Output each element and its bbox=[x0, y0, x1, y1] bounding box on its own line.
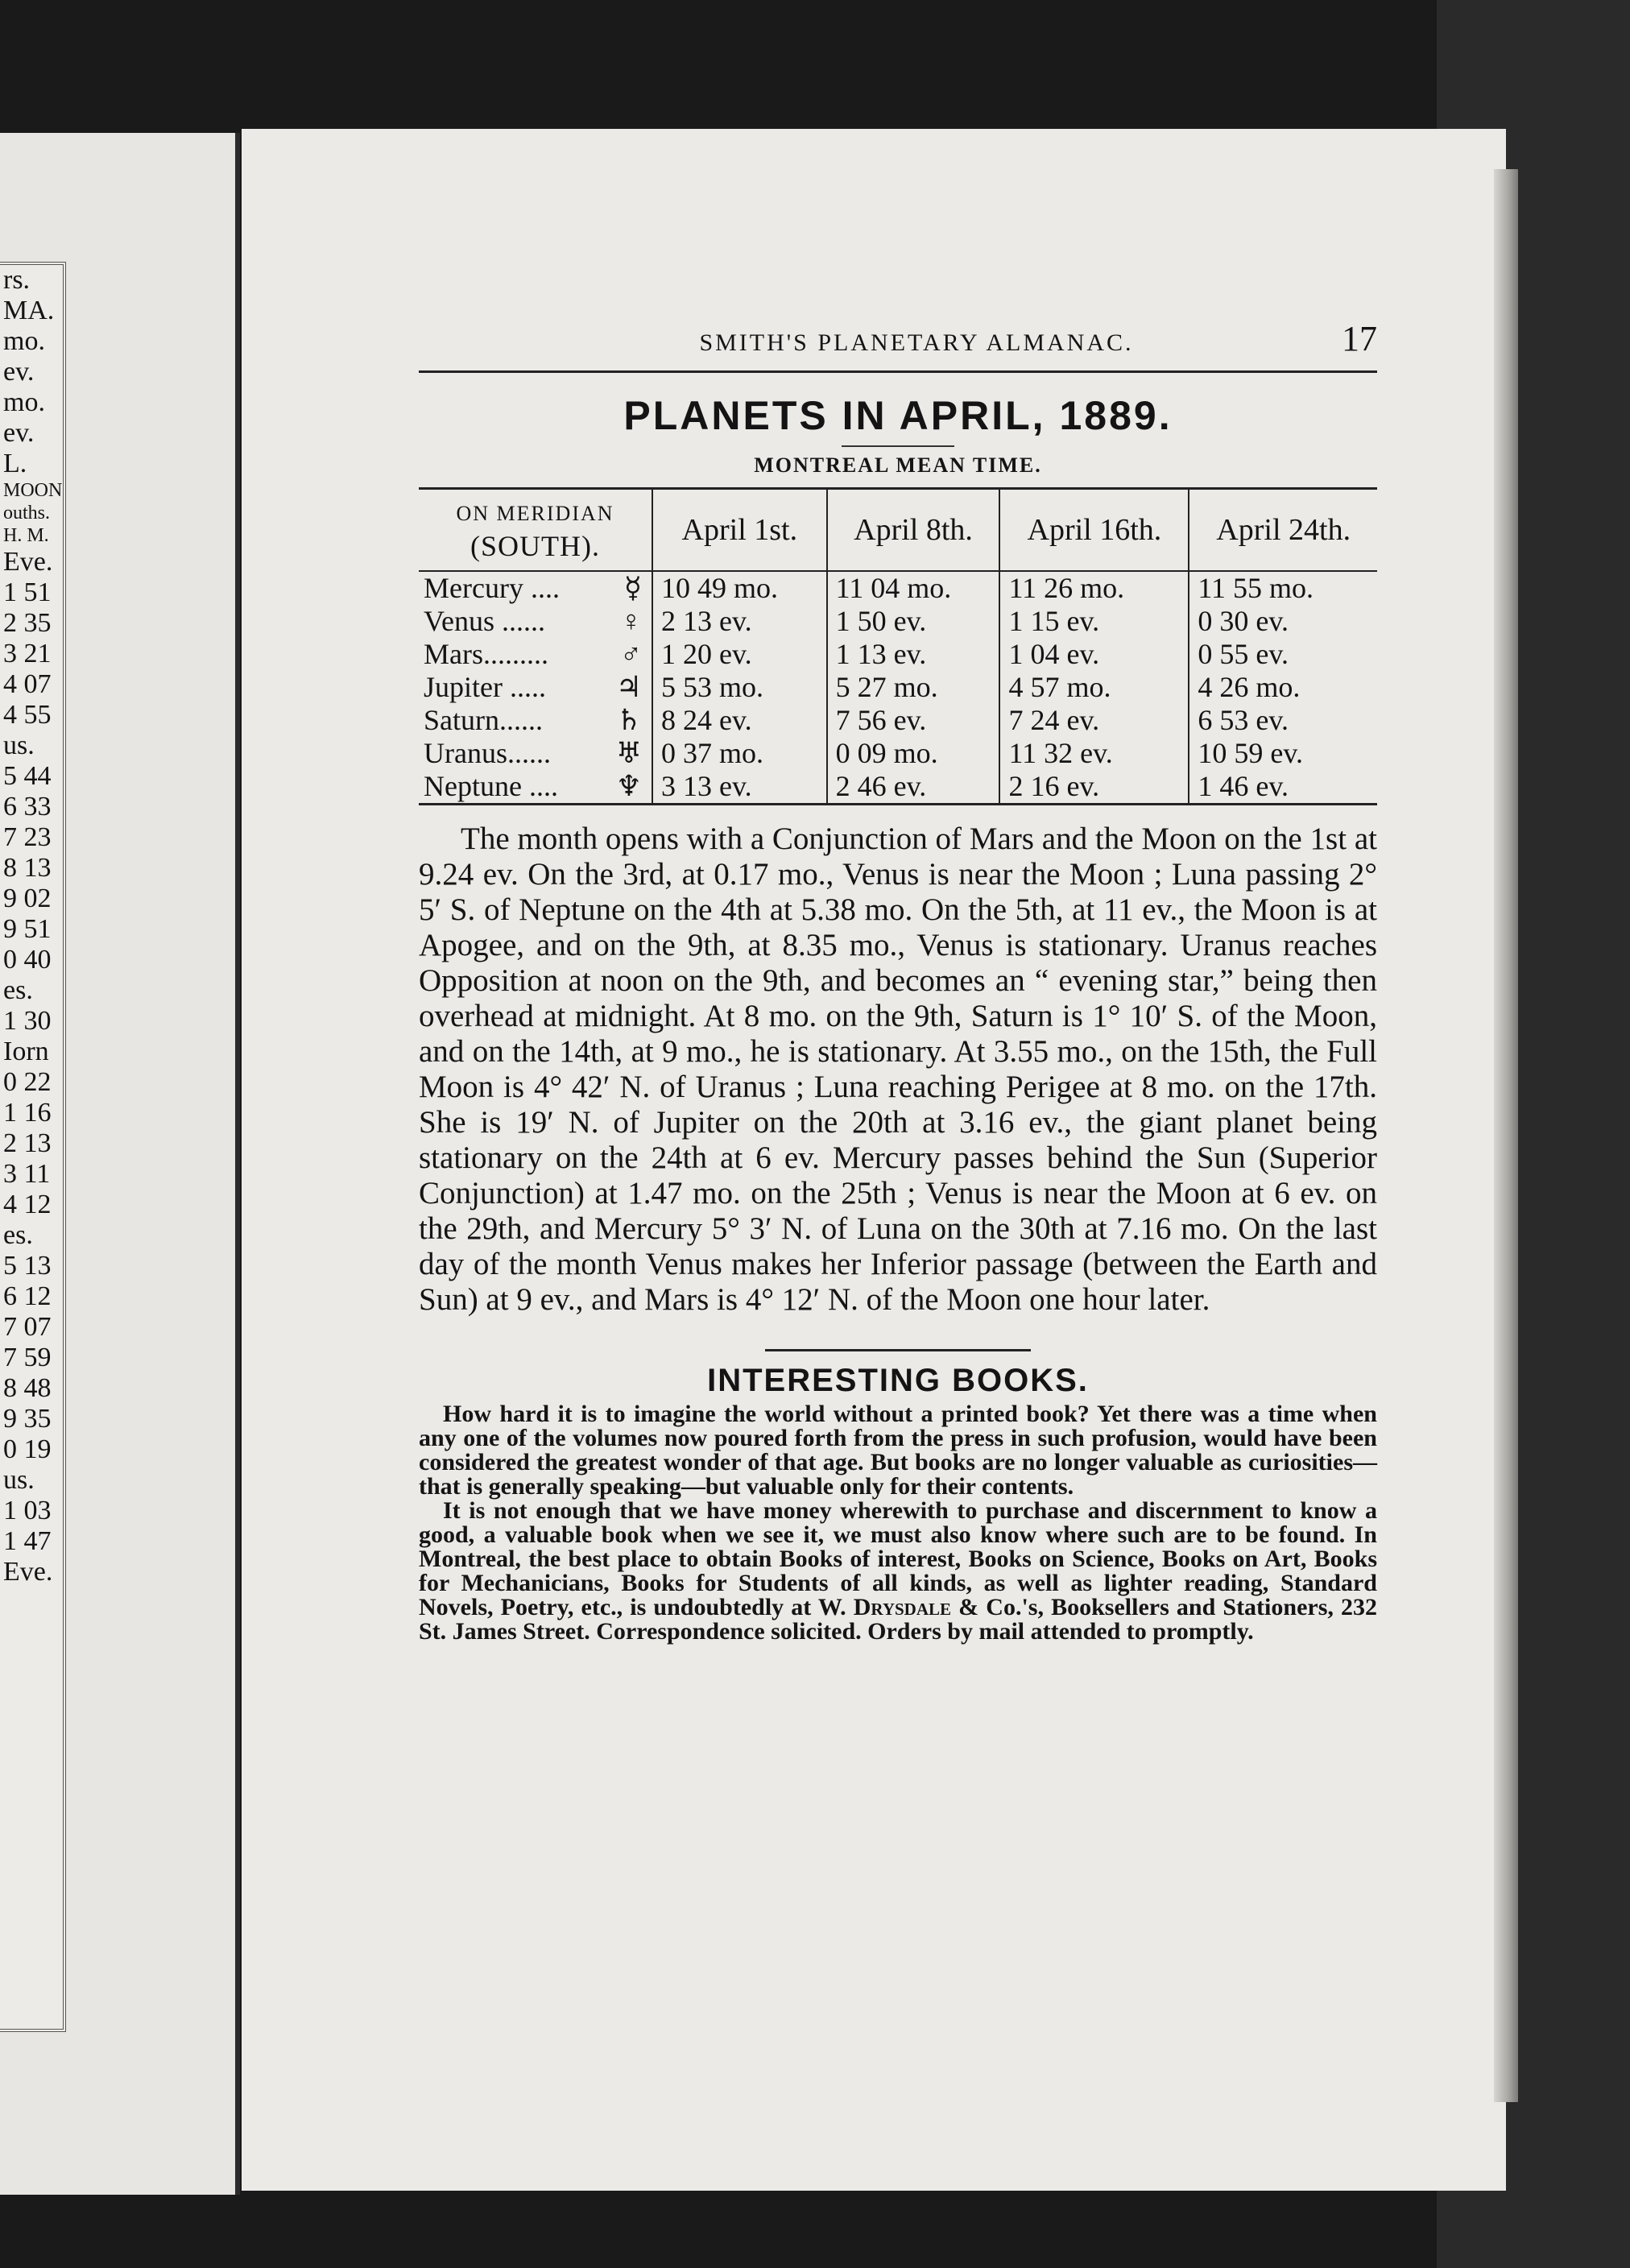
planet-name: Uranus...... bbox=[424, 737, 551, 769]
running-head bbox=[419, 318, 1377, 373]
time-cell: 1 15 ev. bbox=[999, 605, 1189, 638]
time-cell: 5 53 mo. bbox=[652, 671, 827, 704]
previous-page-cell: 3 21 bbox=[3, 639, 52, 668]
previous-page-cell: 1 30 bbox=[3, 1006, 52, 1036]
previous-page-cell: 7 23 bbox=[3, 822, 52, 852]
planet-symbol-icon: ♀ bbox=[620, 605, 643, 637]
page-number: 17 bbox=[1342, 319, 1377, 358]
page-title: PLANETS IN APRIL, 1889. bbox=[623, 393, 1173, 438]
table-row bbox=[419, 671, 1377, 704]
previous-page-cell: 6 12 bbox=[3, 1281, 52, 1311]
planet-symbol-icon: ♄ bbox=[615, 704, 643, 736]
title-rule bbox=[842, 445, 954, 447]
books-paragraph-2 bbox=[419, 1499, 1377, 1644]
books-paragraph-1: How hard it is to imagine the world without a printed book? Yet there was a time when any one of the volumes now poured forth from the press in such profusion, would have been considered the greatest wonder of that age. But books are no longer valuable as curiosities—that is generally speaking—but valuable only for their contents. bbox=[419, 1401, 1377, 1500]
previous-page-cell: us. bbox=[3, 1465, 35, 1495]
table-header-row bbox=[419, 489, 1377, 572]
previous-page-cell: 9 02 bbox=[3, 884, 52, 913]
previous-page-cell: 9 51 bbox=[3, 914, 52, 944]
time-cell: 5 27 mo. bbox=[827, 671, 1000, 704]
planets-table bbox=[419, 487, 1377, 805]
planet-cell bbox=[419, 638, 652, 671]
previous-page-cell: MOON bbox=[3, 480, 63, 501]
previous-page-cell: MA. bbox=[3, 296, 55, 325]
time-cell: 3 13 ev. bbox=[652, 770, 827, 805]
previous-page-cell: L. bbox=[3, 449, 27, 478]
time-cell: 11 55 mo. bbox=[1189, 571, 1377, 605]
time-cell: 4 57 mo. bbox=[999, 671, 1189, 704]
column-header: April 1st. bbox=[652, 489, 827, 572]
table-row bbox=[419, 571, 1377, 605]
table-body bbox=[419, 571, 1377, 805]
planet-cell bbox=[419, 704, 652, 737]
previous-page-cell: 0 40 bbox=[3, 945, 52, 975]
time-cell: 11 26 mo. bbox=[999, 571, 1189, 605]
time-cell: 1 46 ev. bbox=[1189, 770, 1377, 805]
time-cell: 8 24 ev. bbox=[652, 704, 827, 737]
time-cell: 1 20 ev. bbox=[652, 638, 827, 671]
time-cell: 10 49 mo. bbox=[652, 571, 827, 605]
planet-symbol-icon: ♃ bbox=[615, 671, 643, 703]
previous-page-cell: ev. bbox=[3, 357, 35, 387]
previous-page-cell: 4 12 bbox=[3, 1190, 52, 1219]
previous-page-cell: 7 07 bbox=[3, 1312, 52, 1342]
time-cell: 2 46 ev. bbox=[827, 770, 1000, 805]
previous-page-cell: 1 16 bbox=[3, 1098, 52, 1128]
table-row bbox=[419, 605, 1377, 638]
table-row bbox=[419, 770, 1377, 805]
planet-symbol-icon: ♂ bbox=[620, 638, 643, 670]
section-divider bbox=[765, 1349, 1031, 1351]
previous-page-cell: 5 13 bbox=[3, 1251, 52, 1281]
corner-header bbox=[419, 489, 652, 572]
books-heading: INTERESTING BOOKS. bbox=[707, 1363, 1089, 1398]
previous-page-column bbox=[0, 262, 66, 2032]
previous-page-cell: 4 55 bbox=[3, 700, 52, 730]
planet-cell bbox=[419, 571, 652, 605]
previous-page-cell: mo. bbox=[3, 387, 45, 417]
time-cell: 1 04 ev. bbox=[999, 638, 1189, 671]
planet-symbol-icon: ♅ bbox=[615, 737, 643, 769]
previous-page-cell: 1 03 bbox=[3, 1496, 52, 1525]
planet-name: Mercury .... bbox=[424, 572, 560, 604]
previous-page-cell: 8 48 bbox=[3, 1373, 52, 1403]
page-content bbox=[419, 318, 1377, 1644]
time-cell: 2 16 ev. bbox=[999, 770, 1189, 805]
page-subtitle: MONTREAL MEAN TIME. bbox=[754, 453, 1042, 477]
table-row bbox=[419, 737, 1377, 770]
corner-header-line2: (SOUTH). bbox=[470, 530, 600, 562]
previous-page-cell: 6 33 bbox=[3, 792, 52, 822]
running-title: SMITH'S PLANETARY ALMANAC. bbox=[699, 329, 1134, 356]
previous-page-cell: 3 11 bbox=[3, 1159, 51, 1189]
month-summary-paragraph: The month opens with a Conjunction of Mars and the Moon on the 1st at 9.24 ev. On the 3rd, at 0.17 mo., Venus is near the Moon ; Luna passing 2° 5′ S. of Neptune on the 4th at 5.38 mo. On the 5th, at 11 ev., the Moon is at Apogee, and on the 9th, at 8.35 mo., Venus is stationary. Uranus reaches Opposition at noon on the 9th, and becomes an “ evening star,” being then overhead at midnight. At 8 mo. on the 9th, Saturn is 1° 10′ S. of the Moon, and on the 14th, at 9 mo., he is stationary. At 3.55 mo., on the 15th, the Full Moon is 4° 42′ N. of Uranus ; Luna reaching Perigee at 8 mo. on the 17th. She is 19′ N. of Jupiter on the 20th at 3.16 ev., the giant planet being stationary on the 24th at 6 ev. Mercury passes behind the Sun (Superior Conjunction) at 1.47 mo. on the 25th ; Venus is near the Moon at 6 ev. on the 29th, and Mercury 5° 3′ N. of Luna on the 30th at 7.16 mo. On the last day of the month Venus makes her Inferior passage (between the Earth and Sun) at 9 ev., and Mars is 4° 12′ N. of the Moon one hour later. bbox=[419, 822, 1377, 1317]
previous-page-cell: ouths. bbox=[3, 503, 51, 524]
time-cell: 0 30 ev. bbox=[1189, 605, 1377, 638]
previous-page-cell: mo. bbox=[3, 326, 45, 356]
previous-page-cell: rs. bbox=[3, 265, 31, 295]
previous-page-cell: 4 07 bbox=[3, 669, 52, 699]
time-cell: 1 50 ev. bbox=[827, 605, 1000, 638]
previous-page-cell: es. bbox=[3, 1220, 33, 1250]
previous-page-cell: 9 35 bbox=[3, 1404, 52, 1434]
planet-name: Neptune .... bbox=[424, 770, 558, 802]
planet-name: Saturn...... bbox=[424, 704, 543, 736]
time-cell: 7 24 ev. bbox=[999, 704, 1189, 737]
previous-page-cell: es. bbox=[3, 975, 33, 1005]
planet-cell bbox=[419, 737, 652, 770]
time-cell: 11 04 mo. bbox=[827, 571, 1000, 605]
previous-page-cell: 2 35 bbox=[3, 608, 52, 638]
books-paragraph-2-text: It is not enough that we have money wherewith to purchase and discernment to know a good, a valuable book when we see it, we must also know where such are to be found. In Montreal, the best place to obtain Books of interest, Books on Science, Books on Art, Books for Mechanicians, Books for Students of all kinds, as well as lighter reading, Standard Novels, Poetry, etc., is undoubtedly at W. bbox=[419, 1497, 1377, 1620]
time-cell: 0 55 ev. bbox=[1189, 638, 1377, 671]
planet-name: Mars......... bbox=[424, 638, 548, 670]
previous-page-cell: 0 22 bbox=[3, 1067, 52, 1097]
column-header: April 8th. bbox=[827, 489, 1000, 572]
planet-name: Venus ...... bbox=[424, 605, 545, 637]
planet-symbol-icon: ☿ bbox=[623, 572, 643, 604]
previous-page bbox=[0, 133, 240, 2195]
planet-cell bbox=[419, 605, 652, 638]
time-cell: 2 13 ev. bbox=[652, 605, 827, 638]
time-cell: 10 59 ev. bbox=[1189, 737, 1377, 770]
time-cell: 0 09 mo. bbox=[827, 737, 1000, 770]
previous-page-cell: 1 51 bbox=[3, 577, 52, 607]
previous-page-cell: Iorn bbox=[3, 1037, 49, 1066]
planet-symbol-icon: ♆ bbox=[615, 770, 643, 802]
previous-page-cell: 0 19 bbox=[3, 1434, 52, 1464]
previous-page-cell: 7 59 bbox=[3, 1343, 52, 1372]
books-paragraph-2-tail: & Co.'s, Booksellers and Stationers, 232 St. James Street. Correspondence solicited. Orders by mail attended to promptly. bbox=[419, 1594, 1377, 1645]
table-row bbox=[419, 704, 1377, 737]
planet-name: Jupiter ..... bbox=[424, 671, 546, 703]
planet-cell bbox=[419, 671, 652, 704]
time-cell: 0 37 mo. bbox=[652, 737, 827, 770]
column-header: April 24th. bbox=[1189, 489, 1377, 572]
previous-page-cell: H. M. bbox=[3, 525, 49, 546]
previous-page-cell: 5 44 bbox=[3, 761, 52, 791]
table-row bbox=[419, 638, 1377, 671]
time-cell: 6 53 ev. bbox=[1189, 704, 1377, 737]
previous-page-cell: 1 47 bbox=[3, 1526, 52, 1556]
time-cell: 11 32 ev. bbox=[999, 737, 1189, 770]
previous-page-cell: Eve. bbox=[3, 547, 53, 577]
page-edge bbox=[1494, 169, 1518, 2102]
previous-page-cell: 2 13 bbox=[3, 1128, 52, 1158]
previous-page-cell: Eve. bbox=[3, 1557, 53, 1587]
previous-page-cell: ev. bbox=[3, 418, 35, 448]
previous-page-cell: us. bbox=[3, 730, 35, 760]
time-cell: 1 13 ev. bbox=[827, 638, 1000, 671]
previous-page-cell: 8 13 bbox=[3, 853, 52, 883]
time-cell: 7 56 ev. bbox=[827, 704, 1000, 737]
column-header: April 16th. bbox=[999, 489, 1189, 572]
planet-cell bbox=[419, 770, 652, 805]
corner-header-line1: ON MERIDIAN bbox=[456, 502, 614, 525]
bookseller-name: Drysdale bbox=[853, 1594, 952, 1620]
time-cell: 4 26 mo. bbox=[1189, 671, 1377, 704]
